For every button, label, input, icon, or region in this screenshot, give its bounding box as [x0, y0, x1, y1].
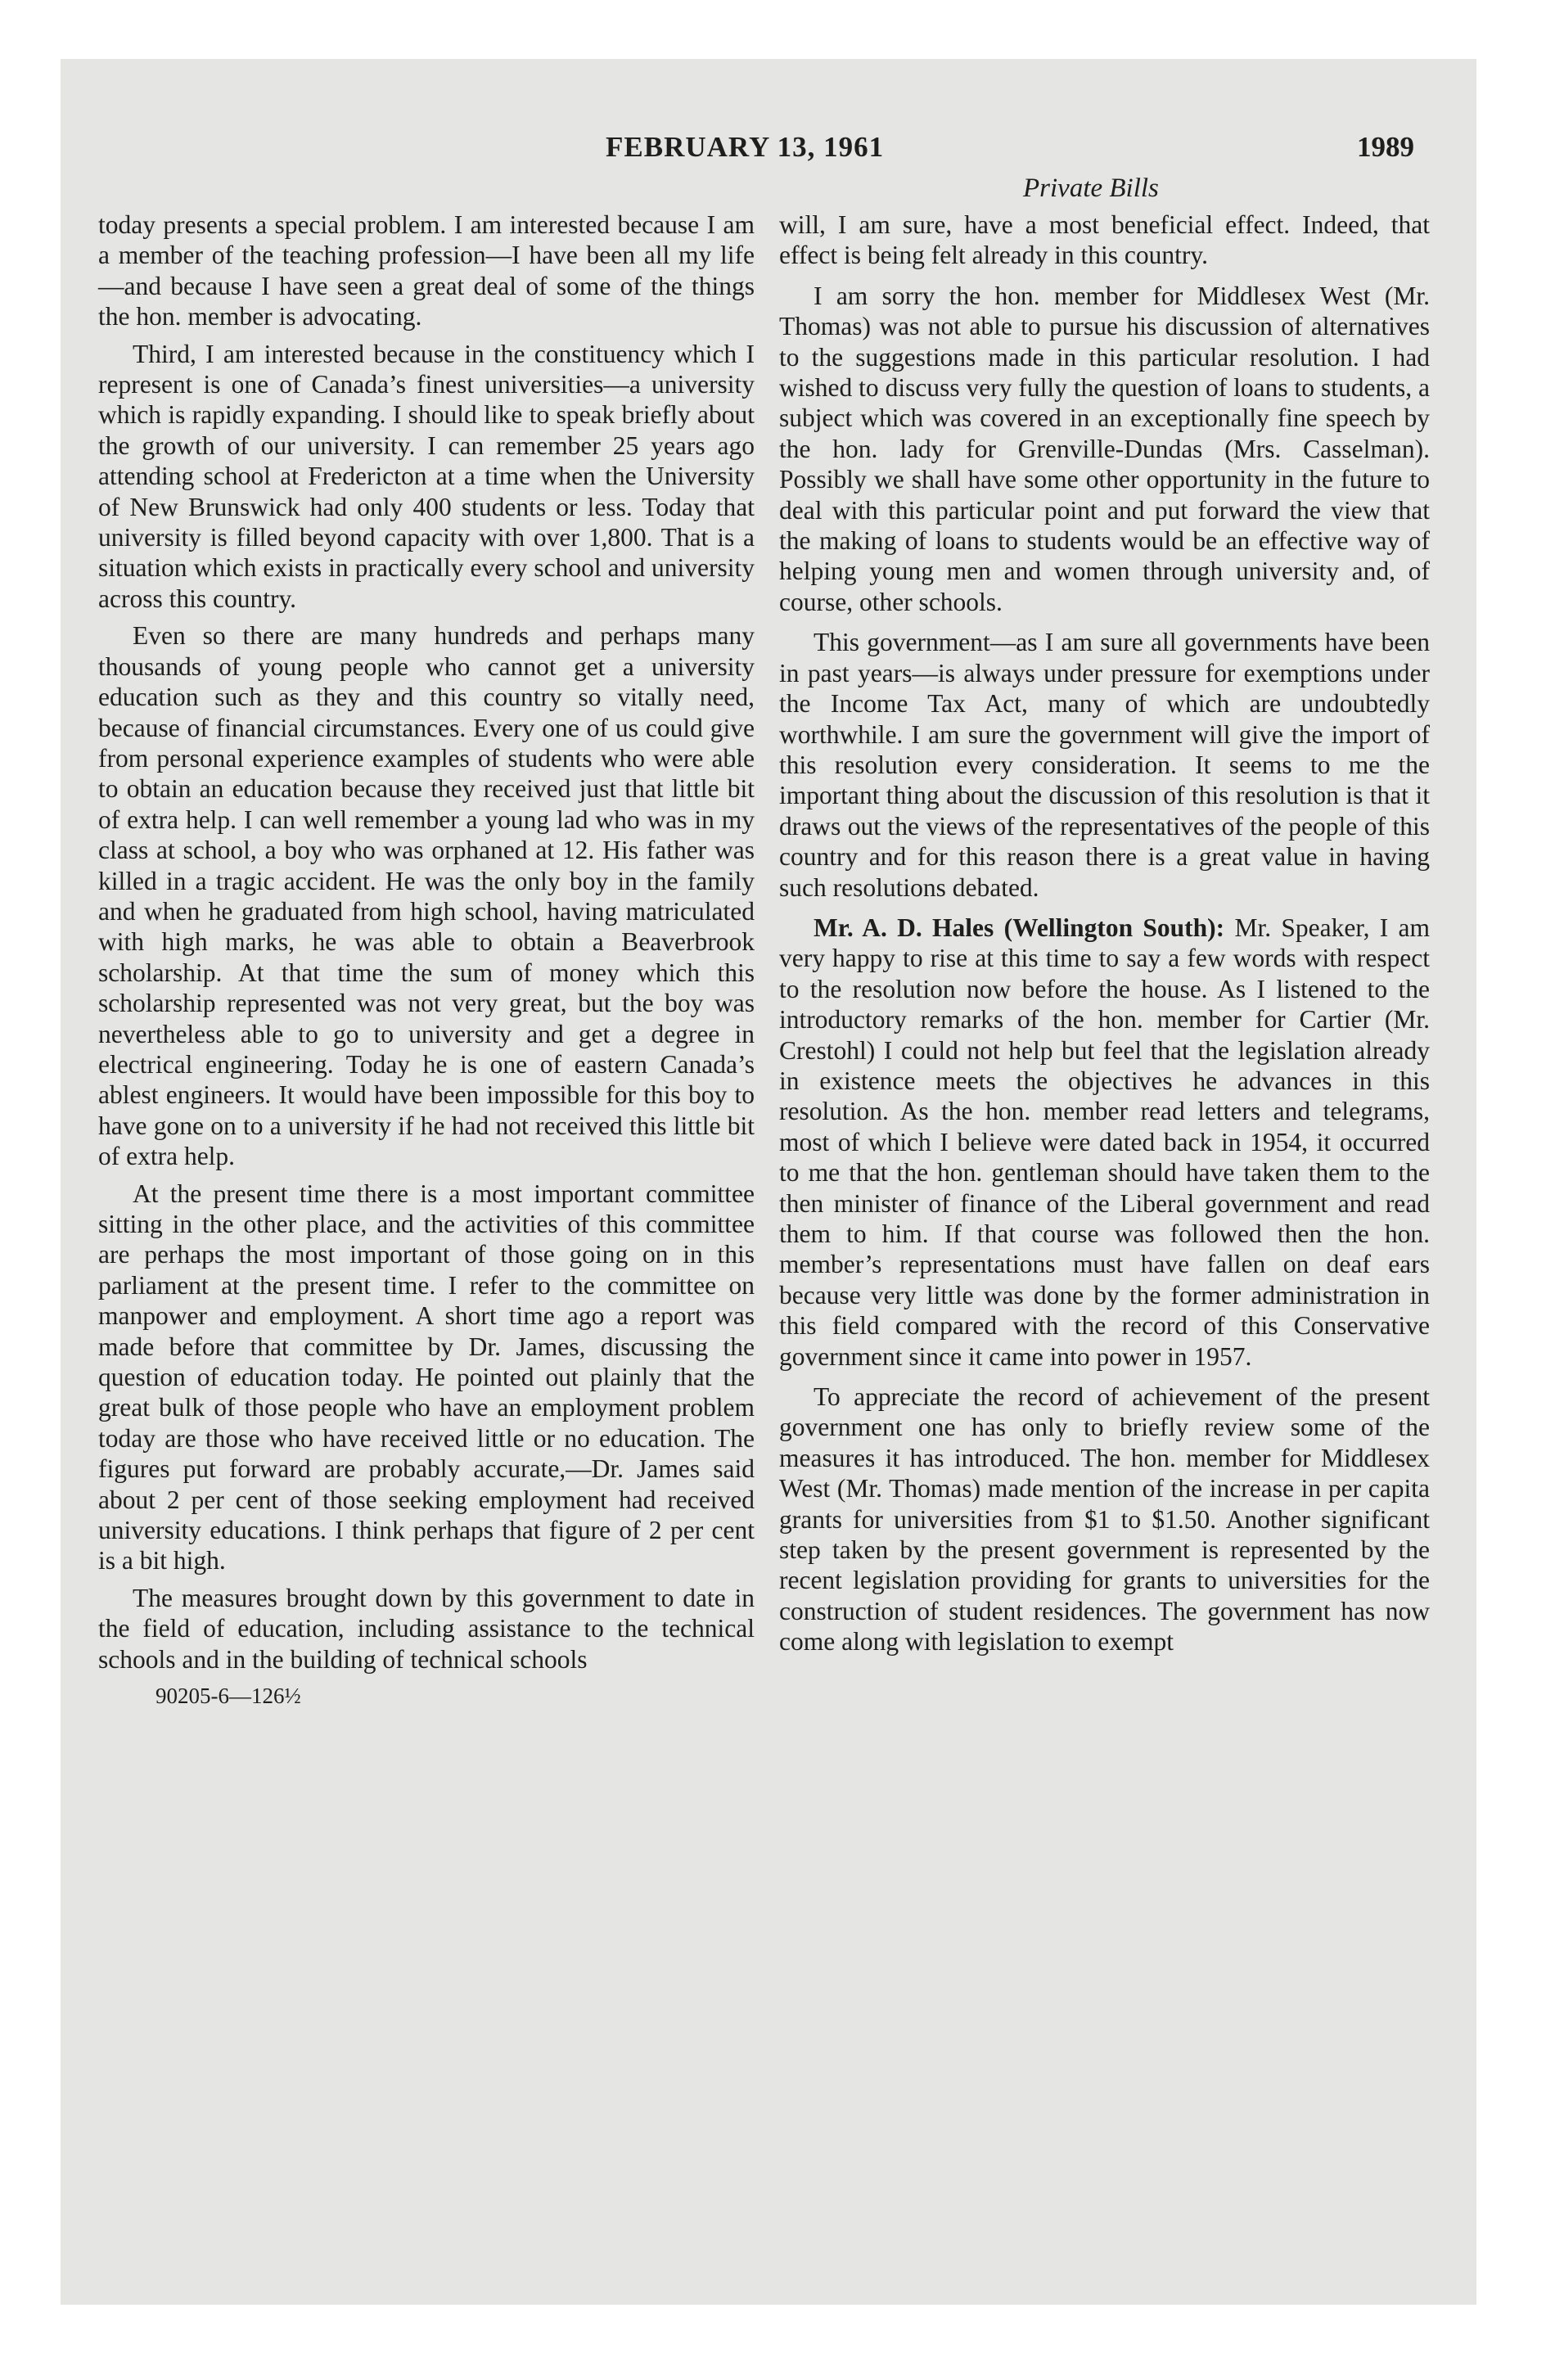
section-title: Private Bills [1023, 174, 1159, 203]
speaker-paragraph [779, 913, 1430, 1372]
paragraph: Even so there are many hundreds and perhaps many thousands of young people who cannot get a university education such as they and this country so vitally need, because of financial circumstances. Every one of us could give from personal experience examples of students who were able to obtain an education because they received just that little bit of extra help. I can well remember a young lad who was in my class at school, a boy who was orphaned at 12. His father was killed in a tragic accident. He was the only boy in the family and when he graduated from high school, having matriculated with high marks, he was able to obtain a Beaverbrook scholarship. At that time the sum of money which this scholarship represented was not very great, but the boy was nevertheless able to go to university and get a degree in electrical engineering. Today he is one of eastern Canada’s ablest engineers. It would have been impossible for this boy to have gone on to a university if he had not received this little bit of extra help. [98, 621, 755, 1171]
paragraph: At the present time there is a most important committee sitting in the other place, and the activities of this committee are perhaps the most important of those going on in this parliament at the present time. I refer to the committee on manpower and employment. A short time ago a report was made before that committee by Dr. James, discussing the question of education today. He pointed out plainly that the great bulk of those people who have an employment problem today are those who have received little or no education. The figures put forward are probably accurate,—Dr. James said about 2 per cent of those seeking employment had received university educations. I think perhaps that figure of 2 per cent is a bit high. [98, 1179, 755, 1575]
speaker-name: Mr. A. D. Hales (Wellington South): [814, 913, 1225, 942]
footer-code: 90205-6—126½ [156, 1684, 301, 1709]
paragraph: This government—as I am sure all governments have been in past years—is always under pressure for exemptions under the Income Tax Act, many of which are undoubtedly worthwhile. I am sure the government will give the import of this resolution every consideration. It seems to me the important thing about the discussion of this resolution is that it draws out the views of the representatives of the people of this country and for this reason there is a great value in having such resolutions debated. [779, 628, 1430, 902]
paragraph: The measures brought down by this government to date in the field of education, including assistance to the technical schools and in the building of technical schools [98, 1583, 755, 1674]
paragraph: To appreciate the record of achievement of the present government one has only to briefly review some of the measures it has introduced. The hon. member for Middlesex West (Mr. Thomas) made mention of the increase in per capita grants for universities from $1 to $1.50. Another significant step taken by the present government is represented by the recent legislation providing for grants to universities for the construction of student residences. The government has now come along with legislation to exempt [779, 1382, 1430, 1657]
paragraph: I am sorry the hon. member for Middlesex West (Mr. Thomas) was not able to pursue his discussion of alternatives to the suggestions made in this particular resolution. I had wished to discuss very fully the question of loans to students, a subject which was covered in an exceptionally fine speech by the hon. lady for Grenville-Dundas (Mrs. Casselman). Possibly we shall have some other opportunity in the future to deal with this particular point and put forward the view that the making of loans to students would be an effective way of helping young men and women through university and, of course, other schools. [779, 281, 1430, 616]
speaker-text: Mr. Speaker, I am very happy to rise at this time to say a few words with respect to the resolution now before the house. As I listened to the introductory remarks of the hon. member for Cartier (Mr. Crestohl) I could not help but feel that the legislation already in existence meets the objectives he advances in this resolution. As the hon. member read letters and telegrams, most of which I believe were dated back in 1954, it occurred to me that the hon. gentleman should have taken them to the then minister of finance of the Liberal government and read them to him. If that course was followed then the hon. member’s representations must have fallen on deaf ears because very little was done by the former administration in this field compared with the record of this Conservative government since it came into power in 1957. [779, 913, 1430, 1371]
page-number: 1989 [1357, 131, 1414, 163]
left-column [98, 210, 755, 1712]
paragraph: will, I am sure, have a most beneficial effect. Indeed, that effect is being felt already in this country. [779, 210, 1430, 270]
paragraph: today presents a special problem. I am interested because I am a member of the teaching profession—I have been all my life—and because I have seen a great deal of some of the things the hon. member is advocating. [98, 210, 755, 331]
paragraph: Third, I am interested because in the constituency which I represent is one of Canada’s finest universities—a university which is rapidly expanding. I should like to speak briefly about the growth of our university. I can remember 25 years ago attending school at Fredericton at a time when the University of New Brunswick had only 400 students or less. Today that university is filled beyond capacity with over 1,800. That is a situation which exists in practically every school and university across this country. [98, 339, 755, 613]
right-column [779, 210, 1430, 1667]
header-date: FEBRUARY 13, 1961 [606, 131, 885, 163]
